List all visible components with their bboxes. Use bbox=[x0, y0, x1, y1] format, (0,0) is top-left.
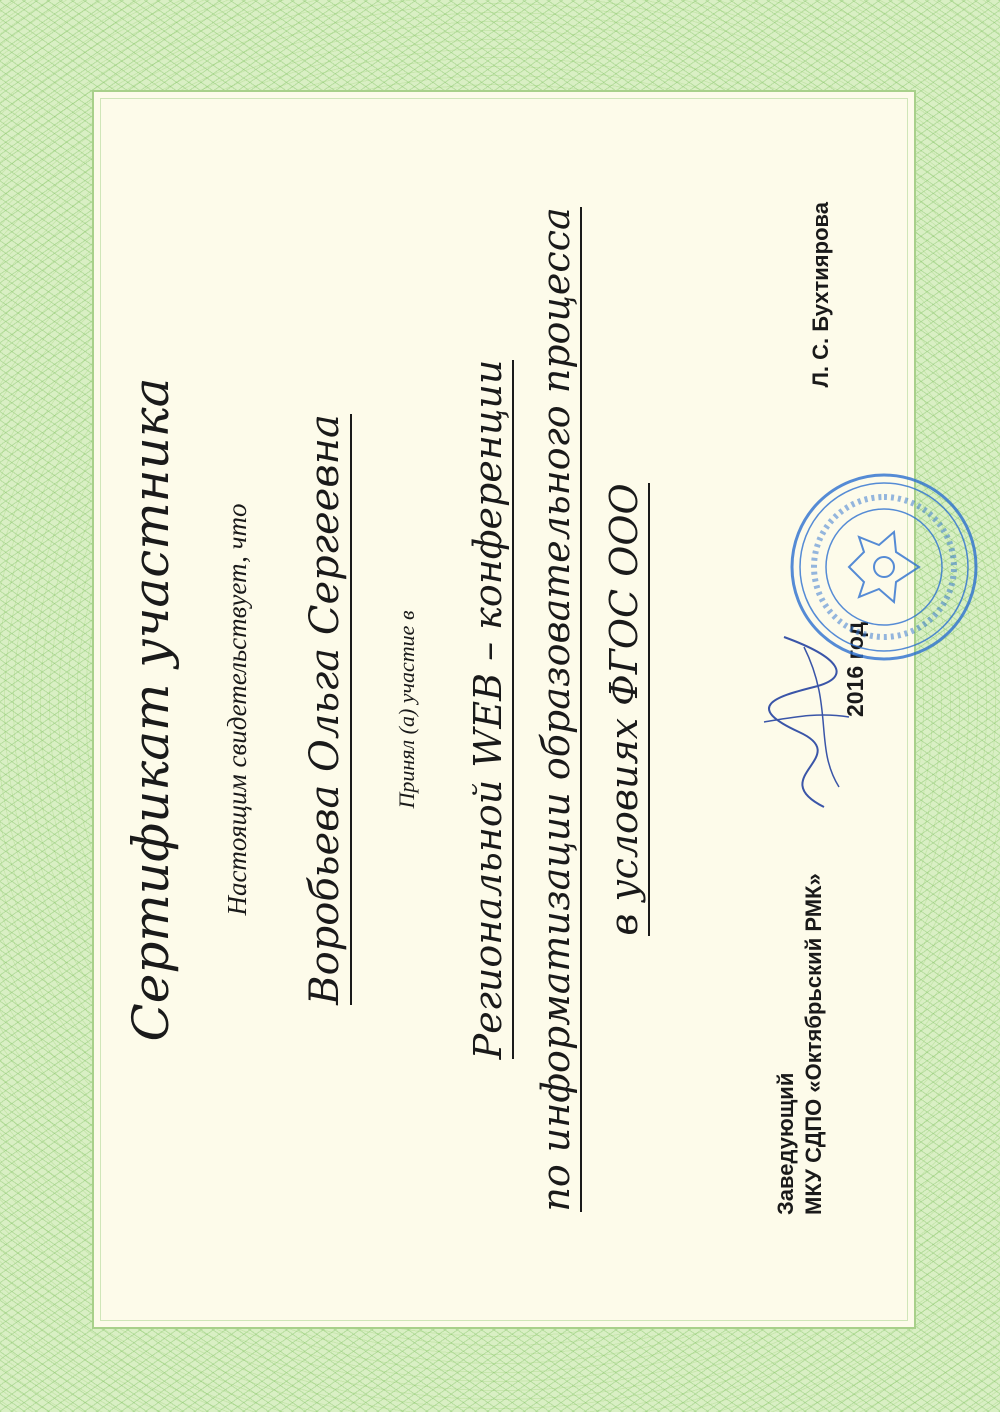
certificate-title: Сертификат участника bbox=[122, 377, 180, 1042]
signer-name: Л. С. Бухтиярова bbox=[808, 202, 833, 388]
recipient-name-text: Воробьева Ольга Сергеевна bbox=[302, 414, 352, 1005]
event-line-1-text: Региональной WEB – конференции bbox=[466, 360, 514, 1060]
rotated-content bbox=[94, 92, 914, 1327]
signer-position-line-2: МКУ СДПО «Октябрьский РМК» bbox=[801, 873, 826, 1215]
certificate-inner-panel bbox=[92, 90, 916, 1329]
participation-text: Принял (а) участие в bbox=[394, 610, 419, 809]
event-line-3-text: в условиях ФГОС ООО bbox=[602, 483, 650, 935]
signer-position-line-1: Заведующий bbox=[773, 1072, 798, 1215]
official-stamp-seal bbox=[784, 467, 984, 667]
intro-text: Настоящим свидетельствует, что bbox=[222, 503, 252, 916]
event-line-3 bbox=[602, 92, 646, 1327]
recipient-name bbox=[302, 92, 348, 1327]
event-line-2 bbox=[534, 92, 578, 1327]
year-label: 2016 год bbox=[842, 621, 868, 717]
event-line-2-text: по информатизации образовательного процесса bbox=[534, 207, 582, 1211]
event-line-1 bbox=[466, 92, 510, 1327]
signer-position bbox=[772, 873, 828, 1215]
